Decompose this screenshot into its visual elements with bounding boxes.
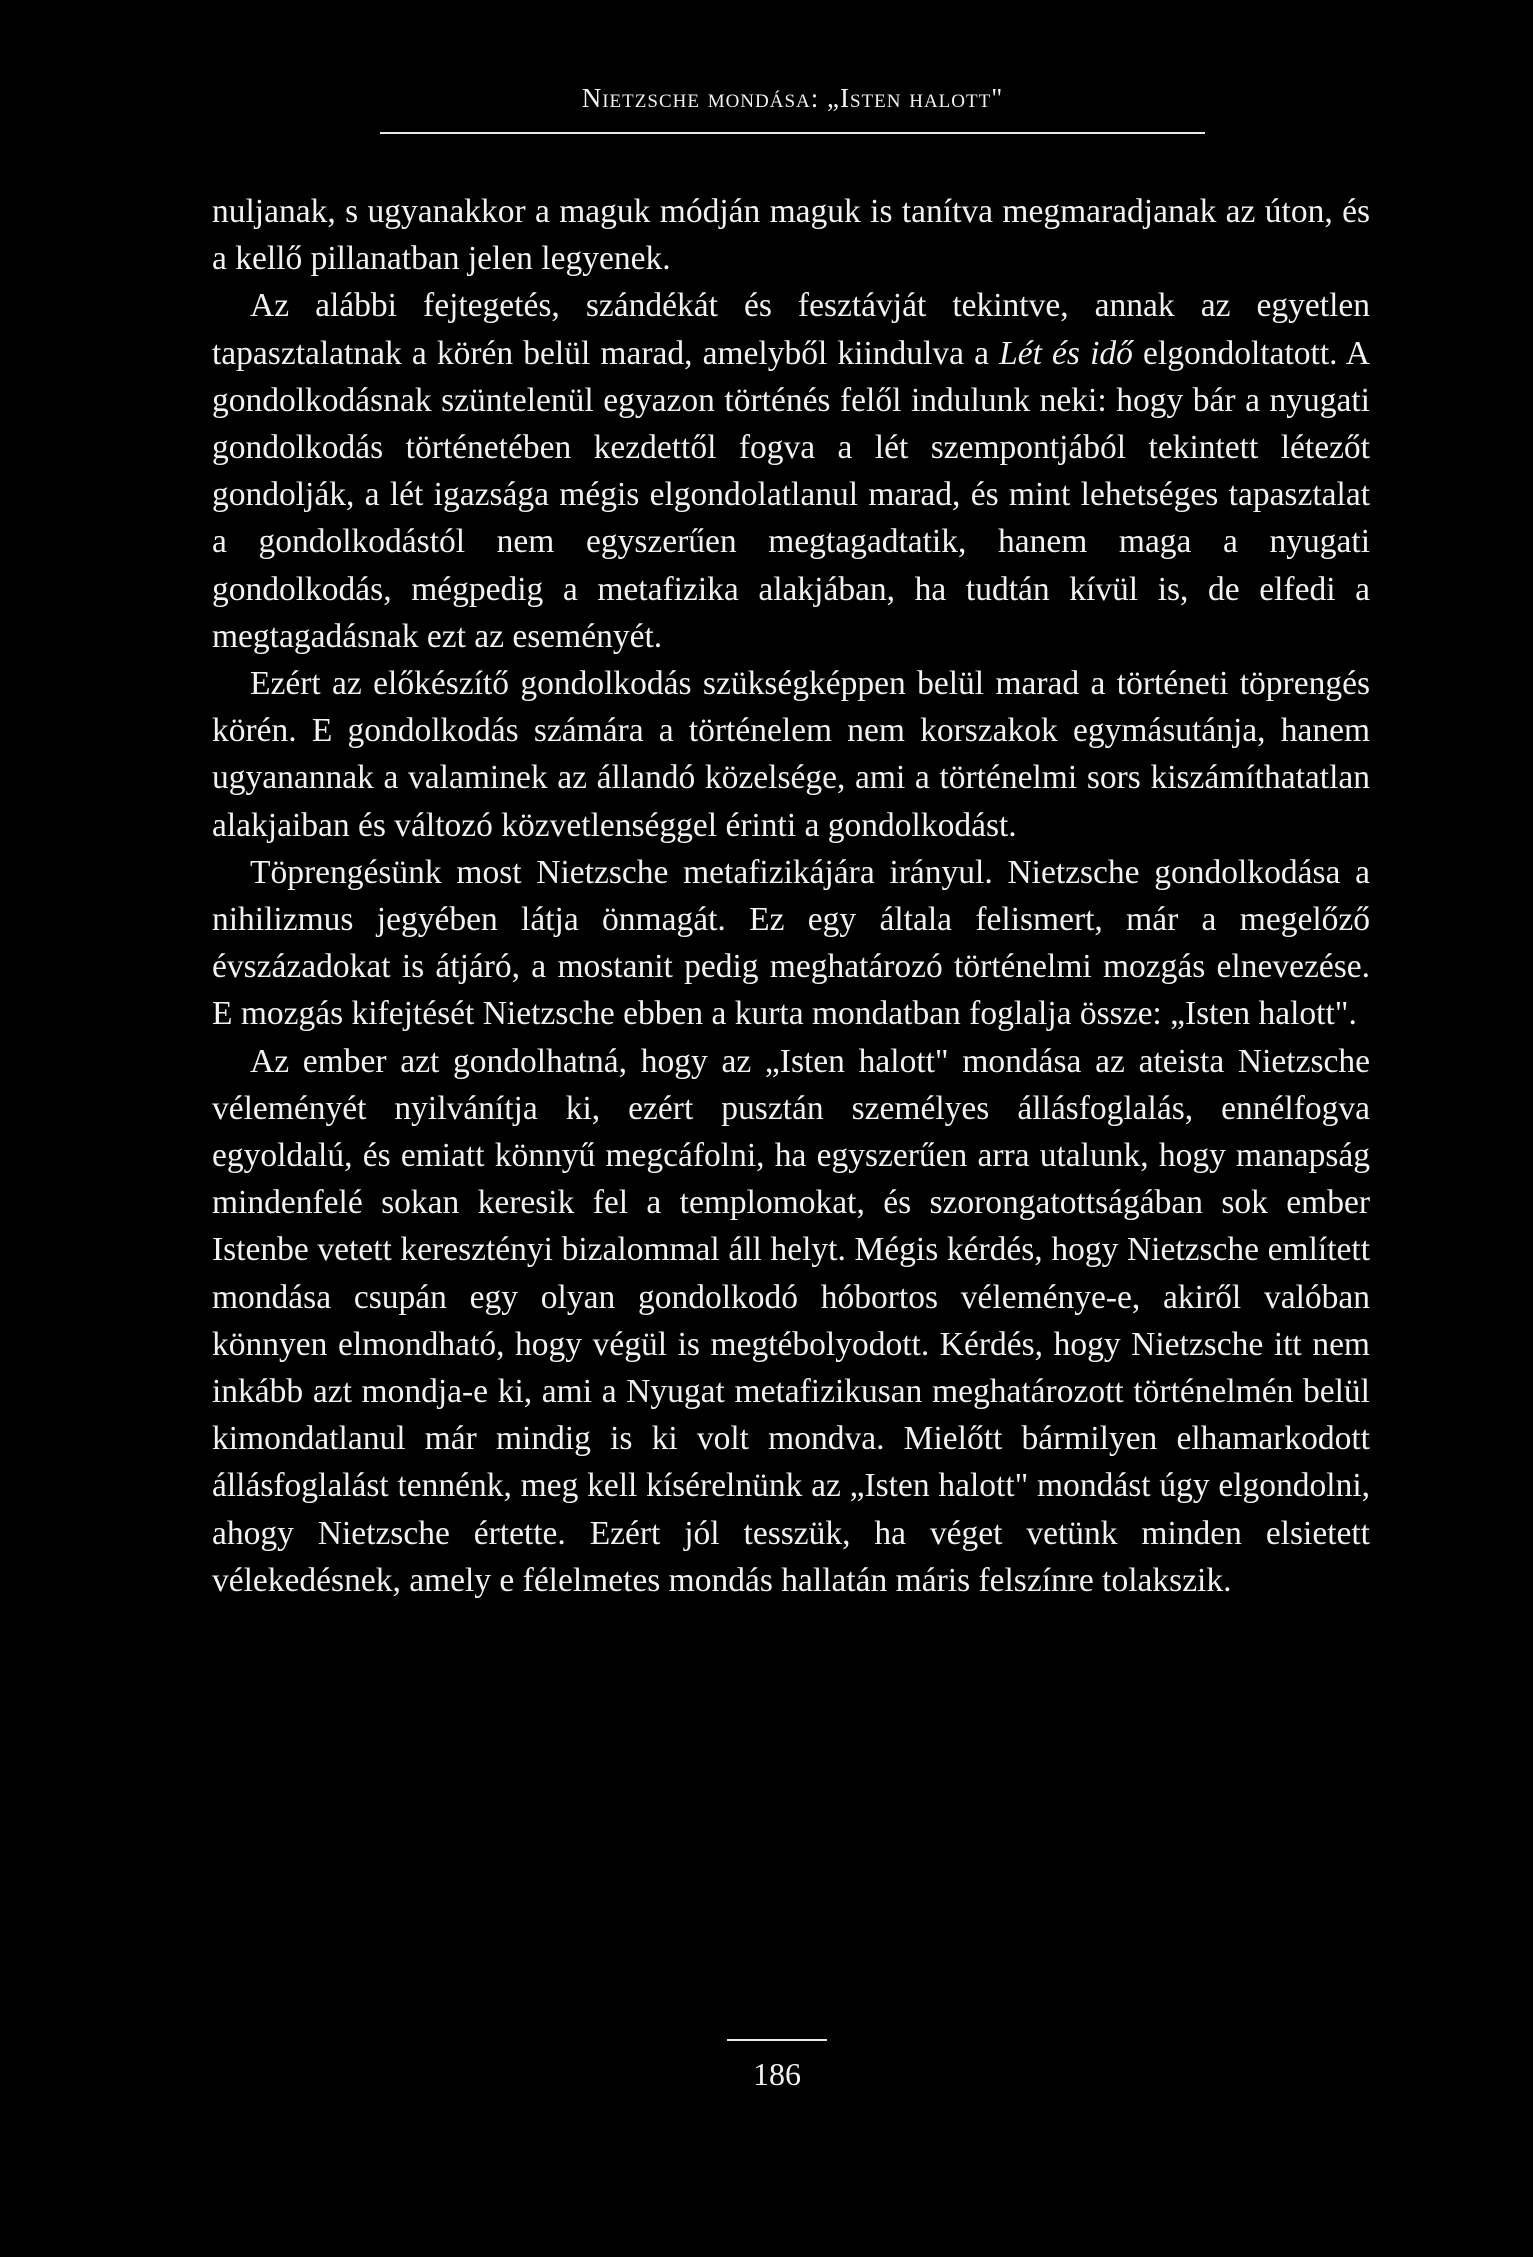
paragraph-3: Ezért az előkészítő gondolkodás szükségképpen belül marad a történeti töprengés körén. E gondolkodás számára a történelem nem korszakok egymásutánja, hanem ugyanannak a valaminek az állandó közelsége, ami a történelmi sors kiszámíthatatlan alakjaiban és változó közvetlenséggel érinti a gondolkodást. xyxy=(212,665,1370,844)
running-title: Nietzsche mondása: „Isten halott" xyxy=(581,83,1004,113)
paragraph-4: Töprengésünk most Nietzsche metafizikájára irányul. Nietzsche gondolkodása a nihilizmus jegyében látja önmagát. Ez egy általa felismert, már a megelőző évszázadokat is átjáró, a mostanit pedig meghatározó történelmi mozgás elnevezése. E mozgás kifejtését Nietzsche ebben a kurta mondatban foglalja össze: „Isten halott". xyxy=(212,853,1370,1033)
paragraph-5: Az ember azt gondolhatná, hogy az „Isten halott" mondása az ateista Nietzsche véleményét nyilvánítja ki, ezért pusztán személyes állásfoglalás, ennélfogva egyoldalú, és emiatt könnyű megcáfolni, ha egyszerűen arra utalunk, hogy manapság mindenfelé sokan keresik fel a templomokat, és szorongatottságában sok ember Istenbe vetett keresztényi bizalommal áll helyt. Mégis kérdés, hogy Nietzsche említett mondása csupán egy olyan gondolkodó hóbortos véleménye-e, akiről valóban könnyen elmondható, hogy végül is megtébolyodott. Kérdés, hogy Nietzsche itt nem inkább azt mondja-e ki, ami a Nyugat metafizikusan meghatározott történelmén belül kimondatlanul már mindig is ki volt mondva. Mielőtt bármilyen elhamarkodott állásfoglalást tennénk, meg kell kísérelnünk az „Isten halott" mondást úgy elgondolni, ahogy Nietzsche értette. Ezért jól tesszük, ha véget vetünk minden elsietett vélekedésnek, amely e félelmetes mondás hallatán máris felszínre tolakszik. xyxy=(212,1042,1370,1599)
page-number: 186 xyxy=(753,2056,801,2092)
running-header xyxy=(380,78,1205,134)
page-body xyxy=(212,188,1370,1604)
footer-rule xyxy=(727,2039,827,2041)
paragraph-2-text: Az alábbi fejtegetés, szándékát és fesztávját tekintve, annak az egyetlen tapasztalatnak a körén belül marad, amelyből kiindulva a xyxy=(212,287,1370,372)
paragraph-2-continuation: elgondoltatott. A gondolkodásnak szüntelenül egyazon történés felől indulunk neki: hogy bár a nyugati gondolkodás történetében kezdettől fogva a lét szempontjából tekintett létezőt gondolják, a lét igazsága mégis elgondolatlanul marad, és mint lehetséges tapasztalat a gondolkodástól nem egyszerűen megtagadtatik, hanem maga a nyugati gondolkodás, mégpedig a metafizika alakjában, ha tudtán kívül is, de elfedi a megtagadásnak ezt az eseményét. xyxy=(212,334,1370,655)
book-title-italic: Lét és idő xyxy=(999,334,1133,372)
paragraph-1: nuljanak, s ugyanakkor a maguk módján maguk is tanítva megmaradjanak az úton, és a kellő pillanatban jelen legyenek. xyxy=(212,193,1370,278)
paragraph-2 xyxy=(212,282,1370,660)
